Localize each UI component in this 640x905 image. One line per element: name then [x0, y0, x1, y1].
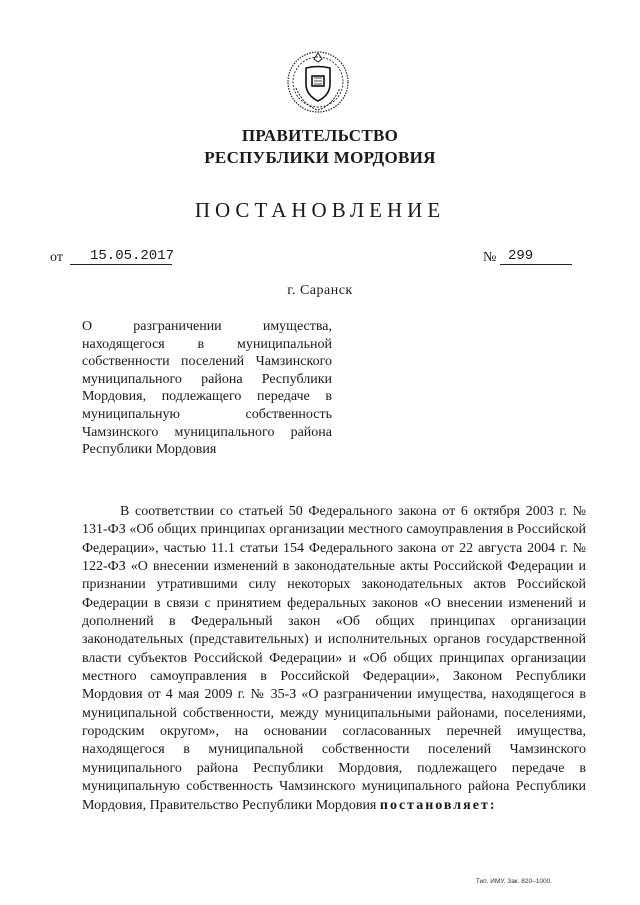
organization-name-line1: ПРАВИТЕЛЬСТВО [241, 126, 399, 145]
number-prefix: № [483, 250, 497, 265]
coat-of-arms-emblem [284, 48, 352, 116]
date-prefix: от [50, 250, 63, 265]
print-footer: Тип. ИМУ. Зак. 820–1000. [475, 878, 552, 885]
document-subject: О разграничении имущества, находящегося в муниципальной собственности поселений Чамзинского муниципального района Республики Мордовия, подлежащего передаче в муниципальную собственность Чамзинского муниципального района Республики Мордовия [82, 319, 332, 458]
date-underline [70, 264, 172, 265]
decree-word: постановляет: [379, 797, 497, 813]
city: г. Саранск [287, 283, 353, 298]
document-date: 15.05.2017 [90, 248, 175, 264]
document-number: 299 [508, 248, 534, 264]
number-underline [500, 264, 572, 265]
body-text: В соответствии со статьей 50 Федерального закона от 6 октября 2003 г. № 131-ФЗ «Об общих принципах организации местного самоуправления в Российской Федерации», частью 11.1 статьи 154 Федерального закона от 22 августа 2004 г. № 122-ФЗ «О внесении изменений в законодательные акты Российской Федерации и признании утратившими силу некоторых законодательных актов Российской Федерации в связи с принятием федеральных законов «О внесении изменений и дополнений в Федеральный закон «Об общих принципах организации законодательных (представительных) и исполнительных органов государственной власти субъектов Российской Федерации» и «Об общих принципах организации местного самоуправления в Российской Федерации», Законом Республики Мордовия от 4 мая 2009 г. № 35-З «О разграничении имущества, находящегося в муниципальной собственности, между муниципальными районами, поселениями, городским округом», на основании согласованных перечней имущества, находящегося в муниципальной собственности поселений Чамзинского муниципального района Республики Мордовия, подлежащего передаче в муниципальную собственность Чамзинского муниципального района Республики Мордовия, Правительство Республики Мордовия [82, 504, 586, 813]
document-body [82, 503, 586, 815]
organization-name-line2: РЕСПУБЛИКИ МОРДОВИЯ [204, 148, 436, 167]
document-type-title: ПОСТАНОВЛЕНИЕ [194, 198, 446, 222]
